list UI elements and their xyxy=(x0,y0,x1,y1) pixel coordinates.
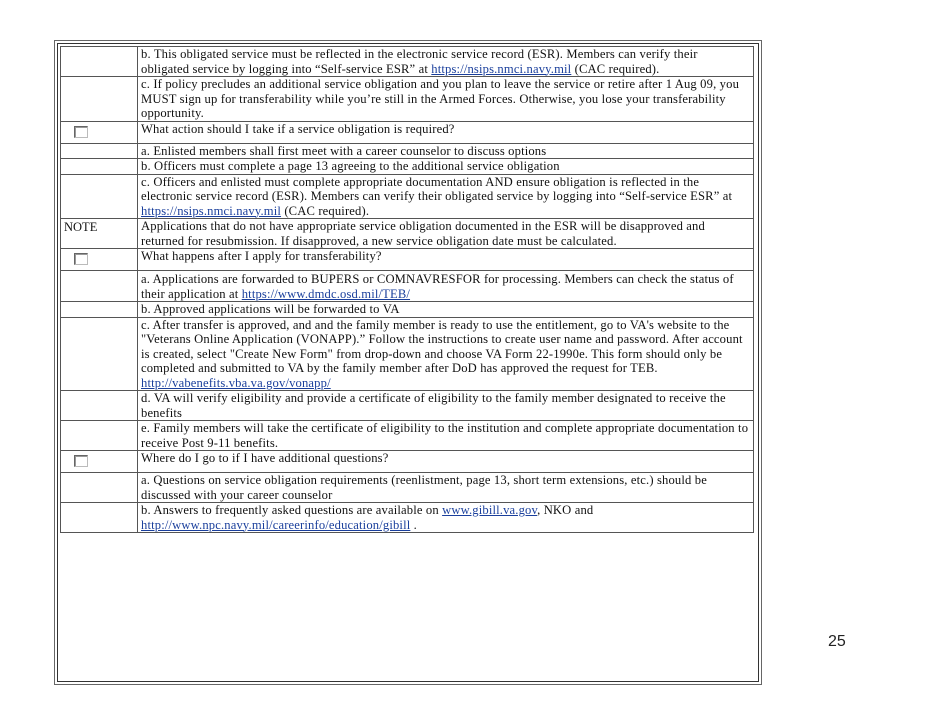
answer-text: b. Officers must complete a page 13 agreeing to the additional service obligation xyxy=(141,159,560,173)
answer-text: a. Enlisted members shall first meet with a career counselor to discuss options xyxy=(141,143,547,158)
answer-cell xyxy=(138,47,754,77)
label-cell xyxy=(61,302,138,318)
gibill-link[interactable]: www.gibill.va.gov xyxy=(442,503,538,517)
table-row xyxy=(61,317,754,391)
question-row xyxy=(61,249,754,271)
note-label: NOTE xyxy=(61,219,138,249)
label-cell xyxy=(61,271,138,302)
table-row xyxy=(61,174,754,219)
table-row xyxy=(61,271,754,302)
answer-text: c. Officers and enlisted must complete appropriate documentation AND ensure obligation is reflected in the electronic service record (ESR). Members can verify their obligated service by logging into “Self-service ESR” at xyxy=(141,174,733,203)
answer-cell xyxy=(138,174,754,219)
checkbox-icon[interactable] xyxy=(74,126,88,138)
question-cell xyxy=(138,451,754,473)
esr-link[interactable]: https://nsips.nmci.navy.mil xyxy=(141,203,282,218)
question-cell xyxy=(138,249,754,271)
npc-link[interactable]: http://www.npc.navy.mil/careerinfo/education/gibill xyxy=(141,517,411,532)
checkbox-cell xyxy=(61,249,138,271)
answer-cell xyxy=(138,143,754,159)
answer-text: , NKO and xyxy=(537,503,594,517)
answer-cell xyxy=(138,159,754,175)
answer-cell xyxy=(138,421,754,451)
answer-text: e. Family members will take the certificate of eligibility to the institution and complete appropriate documentation to receive Post 9-11 benefits. xyxy=(141,421,749,450)
table-row xyxy=(61,47,754,77)
table-row xyxy=(61,421,754,451)
checkbox-cell xyxy=(61,121,138,143)
note-cell xyxy=(138,219,754,249)
answer-text: d. VA will verify eligibility and provide a certificate of eligibility to the family member designated to receive the benefits xyxy=(141,391,726,420)
answer-cell xyxy=(138,317,754,391)
label-cell xyxy=(61,174,138,219)
table-row xyxy=(61,473,754,503)
answer-text: . xyxy=(410,517,417,532)
answer-text: c. After transfer is approved, and and the family member is ready to use the entitlement, go to VA's website to the "Veterans Online Application (VONAPP).” Follow the instructions to create user name and password. After account is created, select "Create New Form" from drop-down and choose VA Form 22-1990e. This form should only be completed and submitted to VA by the family member after DoD has approved the request for TEB. xyxy=(141,317,743,375)
page-number: 25 xyxy=(828,633,846,650)
answer-cell xyxy=(138,302,754,318)
question-row xyxy=(61,451,754,473)
label-cell xyxy=(61,391,138,421)
dmdc-link[interactable]: https://www.dmdc.osd.mil/TEB/ xyxy=(241,286,411,301)
answer-text: c. If policy precludes an additional service obligation and you plan to leave the service or retire after 1 Aug 09, you MUST sign up for transferability while you’re still in the Armed Forces. Otherwise, you lose your transferability opportunity. xyxy=(141,77,740,120)
answer-text: b. This obligated service must be reflected in the electronic service record (ESR). Members can verify their obligated service by logging into “Self-service ESR” at xyxy=(141,47,698,76)
answer-cell xyxy=(138,503,754,533)
table-row xyxy=(61,159,754,175)
answer-text: a. Questions on service obligation requirements (reenlistment, page 13, short term extensions, etc.) should be discussed with your career counselor xyxy=(141,473,707,502)
faq-table xyxy=(60,46,754,533)
label-cell xyxy=(61,421,138,451)
label-cell xyxy=(61,473,138,503)
esr-link[interactable]: https://nsips.nmci.navy.mil xyxy=(431,61,572,76)
table-row xyxy=(61,391,754,421)
checkbox-cell xyxy=(61,451,138,473)
question-row xyxy=(61,121,754,143)
label-cell xyxy=(61,77,138,122)
label-cell xyxy=(61,503,138,533)
answer-text: (CAC required). xyxy=(281,203,370,218)
answer-text: (CAC required). xyxy=(571,61,660,76)
answer-cell xyxy=(138,271,754,302)
question-text: What happens after I apply for transferability? xyxy=(141,249,382,263)
question-text: What action should I take if a service obligation is required? xyxy=(141,121,455,136)
label-cell xyxy=(61,143,138,159)
table-row xyxy=(61,302,754,318)
label-cell xyxy=(61,47,138,77)
question-cell xyxy=(138,121,754,143)
checkbox-icon[interactable] xyxy=(74,253,88,265)
answer-cell xyxy=(138,391,754,421)
answer-text: a. Applications are forwarded to BUPERS or COMNAVRESFOR for processing. Members can check the status of their application at xyxy=(141,272,734,301)
note-row xyxy=(61,219,754,249)
label-cell xyxy=(61,159,138,175)
table-row xyxy=(61,503,754,533)
checkbox-icon[interactable] xyxy=(74,455,88,467)
table-row xyxy=(61,143,754,159)
answer-cell xyxy=(138,77,754,122)
label-cell xyxy=(61,317,138,391)
table-row xyxy=(61,77,754,122)
answer-text: b. Answers to frequently asked questions are available on xyxy=(141,503,443,517)
answer-text: b. Approved applications will be forwarded to VA xyxy=(141,302,400,316)
question-text: Where do I go to if I have additional questions? xyxy=(141,451,389,465)
note-text: Applications that do not have appropriate service obligation documented in the ESR will be disapproved and returned for resubmission. If disapproved, a new service obligation date must be calculated. xyxy=(141,219,705,248)
answer-cell xyxy=(138,473,754,503)
vonapp-link[interactable]: http://vabenefits.vba.va.gov/vonapp/ xyxy=(141,375,331,390)
